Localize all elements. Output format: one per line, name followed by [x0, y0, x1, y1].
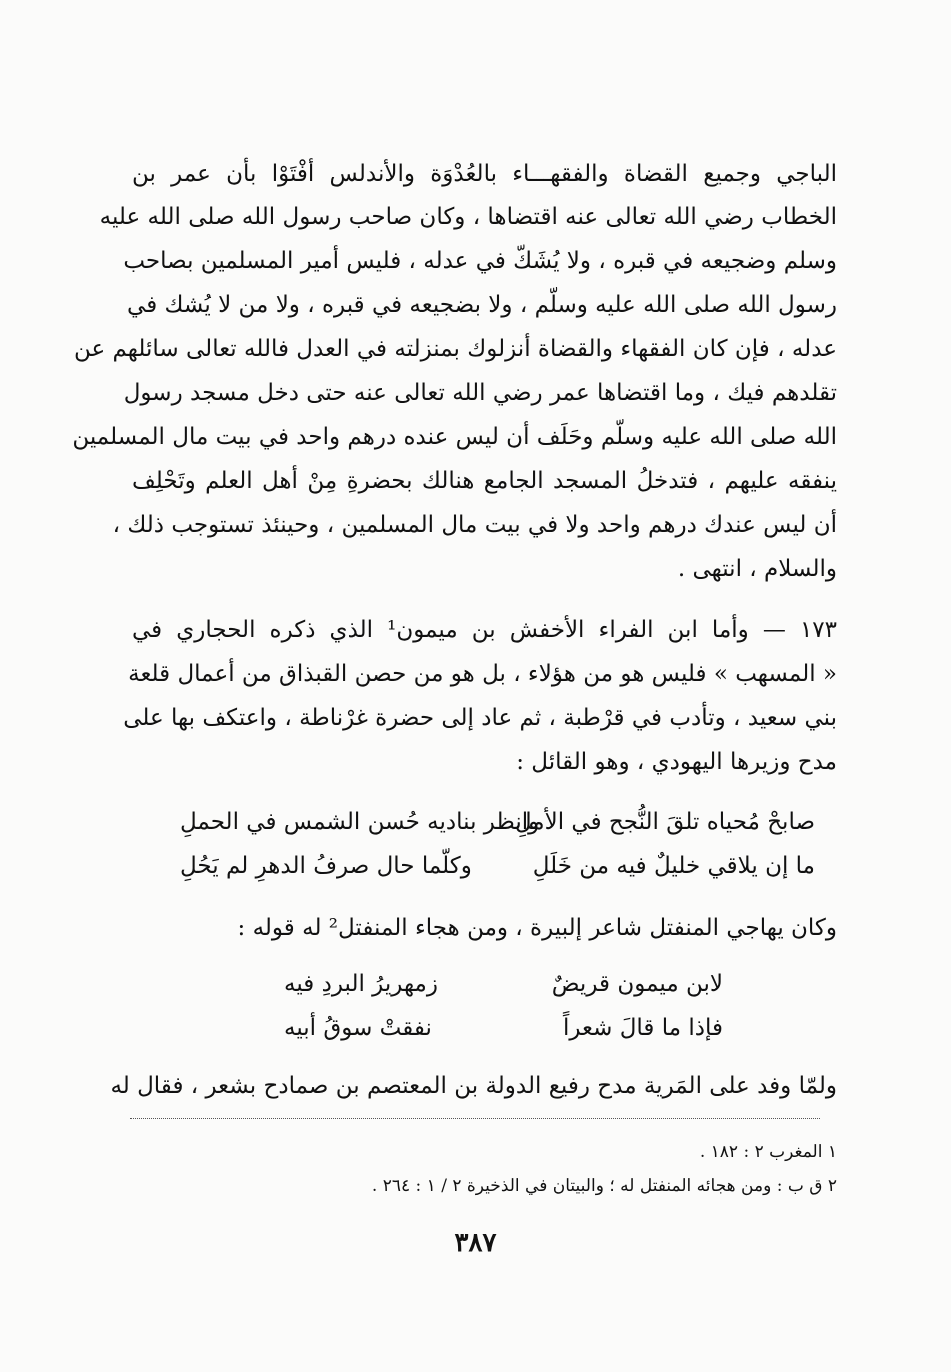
verse-hemistich-left: زمهريرُ البردِ فيه: [284, 971, 438, 997]
verse-hemistich-right: ما إن يلاقي خليلٌ فيه من خَلَلِ: [532, 853, 815, 879]
text-line: وسلم وضجيعه في قبره ، ولا يُشَكّ في عدله ، فليس أمير المسلمين بصاحب: [123, 248, 837, 274]
text-line: الله صلى الله عليه وسلّم وحَلَف أن ليس عنده درهم واحد في بيت مال المسلمين: [72, 424, 837, 450]
paragraph-3: وكان يهاجي المنفتل شاعر إلبيرة ، ومن هجاء المنفتل² له قوله :: [237, 915, 837, 941]
text-line: والسلام ، انتهى .: [677, 556, 837, 582]
text-line: مدح وزيرها اليهودي ، وهو القائل :: [516, 749, 837, 775]
text-line: ١٧٣ — وأما ابن الفراء الأخفش بن ميمون¹ الذي ذكره الحجاري في: [132, 617, 837, 643]
text-line: تقلدهم فيك ، وما اقتضاها عمر رضي الله تعالى عنه حتى دخل مسجد رسول: [123, 380, 837, 406]
verse-hemistich-left: وكلّما حال صرفُ الدهرِ لم يَحُلِ: [180, 853, 472, 879]
verse-hemistich-left: وانظر بناديه حُسن الشمس في الحملِ: [180, 809, 540, 835]
footnote-separator: [130, 1118, 820, 1119]
text-line: الباجي وجميع القضاة والفقهـــاء بالعُدْوَة والأندلس أفْتَوْا بأن عمر بن: [132, 161, 837, 187]
verse-hemistich-right: لابن ميمون قريضٌ: [551, 971, 723, 997]
paragraph-4: ولمّا وفد على المَرية مدح رفيع الدولة بن المعتصم بن صمادح بشعر ، فقال له: [110, 1073, 837, 1099]
text-line: عدله ، فإن كان الفقهاء والقضاة أنزلوك بمنزلته في العدل فالله تعالى سائلهم عن: [73, 336, 837, 362]
text-line: « المسهب » فليس هو من هؤلاء ، بل هو من حصن القبذاق من أعمال قلعة: [128, 661, 837, 687]
verse-hemistich-left: نفقتْ سوقُ أبيه: [284, 1015, 432, 1041]
text-line: بني سعيد ، وتأدب في قرْطبة ، ثم عاد إلى حضرة غرْناطة ، واعتكف بها على: [123, 705, 837, 731]
text-line: الخطاب رضي الله تعالى عنه اقتضاها ، وكان صاحب رسول الله صلى الله عليه: [99, 204, 837, 230]
footnote-2: ٢ ق ب : ومن هجائه المنفتل له ؛ والبيتان في الذخيرة ٢ / ١ : ٢٦٤ .: [371, 1176, 837, 1196]
footnote-1: ١ المغرب ٢ : ١٨٢ .: [699, 1142, 837, 1162]
verse-hemistich-right: صابحْ مُحياه تلقَ النُّجح في الأملِ: [514, 809, 815, 835]
page-number: ٣٨٧: [454, 1228, 497, 1258]
text-line: أن ليس عندك درهم واحد ولا في بيت مال المسلمين ، وحينئذ تستوجب ذلك ،: [112, 512, 837, 538]
verse-hemistich-right: فإذا ما قالَ شعراً: [562, 1015, 723, 1041]
text-line: ينفقه عليهم ، فتدخلُ المسجد الجامع هنالك بحضرةِ مِنْ أهل العلم وتَحْلِف: [132, 468, 837, 494]
text-line: رسول الله صلى الله عليه وسلّم ، ولا بضجيعه في قبره ، ولا من لا يُشك في: [127, 292, 837, 318]
